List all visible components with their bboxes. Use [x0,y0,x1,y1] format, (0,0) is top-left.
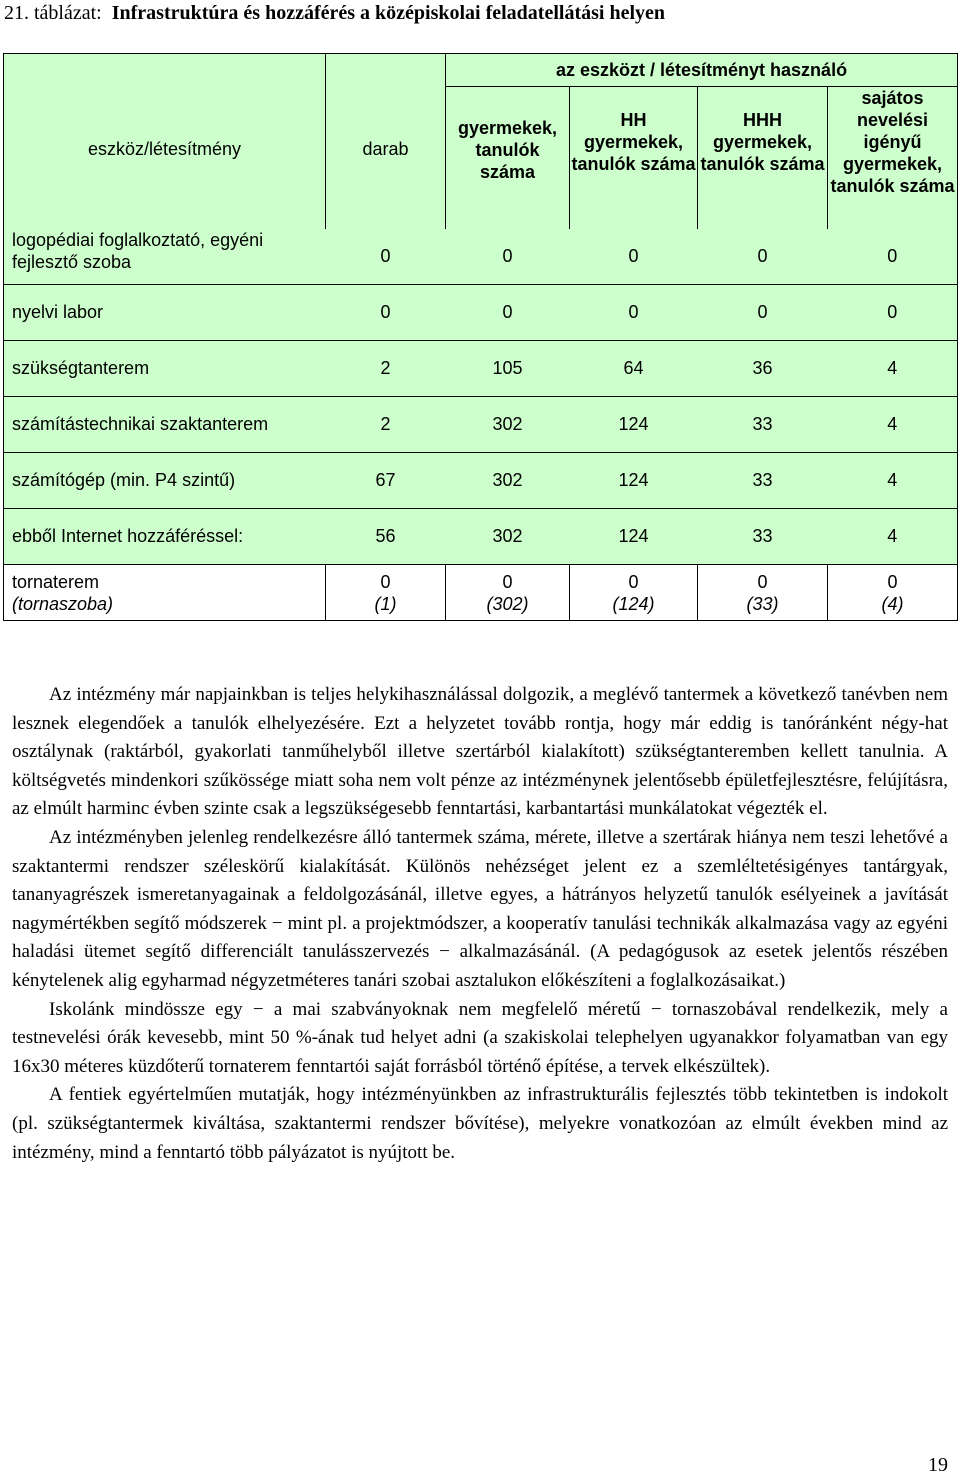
row-count: 2 [326,341,446,397]
header-hhh: HHH gyermekek, tanulók száma [698,87,828,229]
infrastructure-table [3,53,958,621]
body-text [12,681,948,1167]
header-hh: HH gyermekek, tanulók száma [570,87,698,229]
caption-title: Infrastruktúra és hozzáférés a középiskolai feladatellátási helyen [111,2,666,24]
row-hh: 124 [570,453,698,509]
row-label-main: tornaterem [12,571,100,592]
row-special: 4 [828,453,958,509]
row-special: 0 [828,229,958,285]
table-row [4,453,958,509]
row-hh [570,565,698,621]
cell-main: 0 [628,571,639,592]
paragraph: Az intézmény már napjainkban is teljes helykihasználással dolgozik, a meglévő tantermek a következő tanévben nem lesznek elegendőek a tanulók elhelyezésére. Ezt a helyzetet tovább rontja, hogy már eddig is tanóránként négy-hat osztálynak (raktárból, gyakorlati tanműhelyből illetve szertárból kialakított) szükségtanteremben kellett tanulnia. A költségvetés mindenkori szűkössége miatt soha nem volt pénze az intézménynek jelentősebb épületfejlesztésre, felújításra, az elmúlt harminc évben szinte csak a legszükségesebb fenntartási, karbantartási munkálatokat végezték el. [12,684,948,820]
row-count: 56 [326,509,446,565]
caption-number: 21. táblázat: [4,2,102,24]
table-row [4,229,958,285]
paragraph: Az intézményben jelenleg rendelkezésre álló tantermek száma, mérete, illetve a szertárak hiánya nem teszi lehetővé a szaktantermi rendszer széleskörű kialakítását. Különös nehézséget jelent ez a szemléltetésigényes tantárgyak, tananyagrészek ismeretanyagainak a feldolgozásánál, illetve egyes, a hátrányos helyzetű tanulók esélyeinek a javítását nagymértékben segítő módszerek − mint pl. a projektmódszer, a kooperatív tanulási technikák alkalmazása vagy az egyéni haladási ütemet segítő differenciált tanulásszervezés − alkalmazásánál. (A pedagógusok az esetek jelentős részében kénytelenek alig egyharmad négyzetméteres tanári szobai asztalukon előkészíteni a foglalkozásaikat.) [12,826,948,991]
row-count: 67 [326,453,446,509]
header-count: darab [326,54,446,229]
cell-note: (1) [374,593,397,614]
table-row [4,565,958,621]
row-label: nyelvi labor [4,285,326,341]
row-hhh: 33 [698,397,828,453]
row-special: 4 [828,397,958,453]
paragraph: A fentiek egyértelműen mutatják, hogy intézményünkben az infrastrukturális fejlesztés több tekintetben is indokolt (pl. szükségtantermek kiváltása, szaktantermi rendszer bővítése), melyekre vonatkozóan az elmúlt években mind az intézmény, mind a fenntartó több pályázatot is nyújtott be. [12,1084,948,1163]
table-caption [4,0,665,26]
row-label: számítástechnikai szaktanterem [4,397,326,453]
cell-main: 0 [502,571,513,592]
row-children: 302 [446,509,570,565]
row-hh: 124 [570,397,698,453]
row-hhh: 36 [698,341,828,397]
cell-main: 0 [380,571,391,592]
row-hhh: 0 [698,285,828,341]
row-label [4,565,326,621]
row-hhh [698,565,828,621]
row-hhh: 0 [698,229,828,285]
row-children: 105 [446,341,570,397]
row-hh: 64 [570,341,698,397]
page-number: 19 [928,1454,948,1476]
row-count: 0 [326,285,446,341]
table-row [4,341,958,397]
table-row [4,285,958,341]
row-children: 0 [446,285,570,341]
cell-note: (33) [746,593,779,614]
row-special: 4 [828,509,958,565]
cell-note: (124) [612,593,655,614]
row-children: 302 [446,453,570,509]
row-hh: 0 [570,285,698,341]
row-label: logopédiai foglalkoztató, egyéni fejlesztő szoba [4,229,326,285]
row-children: 0 [446,229,570,285]
table-row [4,397,958,453]
cell-main: 0 [887,571,898,592]
row-label: szükségtanterem [4,341,326,397]
row-children: 302 [446,397,570,453]
row-label: ebből Internet hozzáféréssel: [4,509,326,565]
row-hh: 0 [570,229,698,285]
row-count [326,565,446,621]
row-hh: 124 [570,509,698,565]
row-special: 4 [828,341,958,397]
cell-note: (4) [881,593,904,614]
header-special: sajátos nevelési igényű gyermekek, tanulók száma [828,87,958,229]
row-special: 0 [828,285,958,341]
row-label: számítógép (min. P4 szintű) [4,453,326,509]
table-row [4,509,958,565]
cell-note: (302) [486,593,529,614]
row-special [828,565,958,621]
row-count: 0 [326,229,446,285]
row-children [446,565,570,621]
header-facility: eszköz/létesítmény [4,54,326,229]
cell-main: 0 [757,571,768,592]
header-children: gyermekek, tanulók száma [446,87,570,229]
row-hhh: 33 [698,453,828,509]
row-hhh: 33 [698,509,828,565]
header-row-1 [4,54,958,87]
row-count: 2 [326,397,446,453]
paragraph: Iskolánk mindössze egy − a mai szabványoknak nem megfelelő méretű − tornaszobával rendelkezik, mely a testnevelési órák kevesebb, mint 50 %-ának tud helyet adni (a szakiskolai telephelyen ugyanakkor folyamatban van egy 16x30 méteres küzdőterű tornaterem fenntartói saját forrásból történő építése, a tervek elkészültek). [12,998,948,1077]
row-label-note: (tornaszoba) [12,593,114,614]
header-users-group: az eszközt / létesítményt használó [446,54,958,87]
